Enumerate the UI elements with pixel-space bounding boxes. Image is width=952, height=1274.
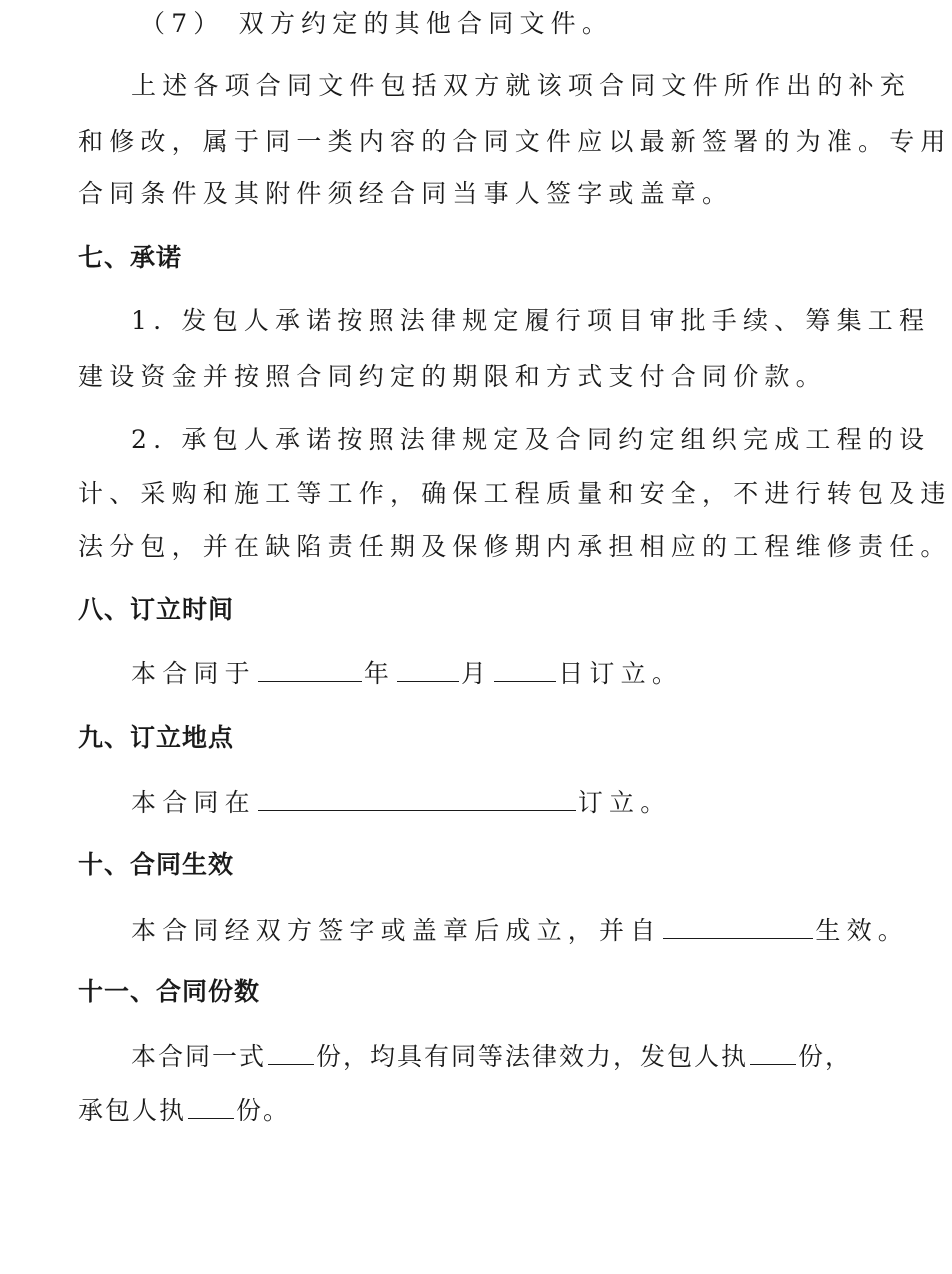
signing-place-prefix: 本合同在 bbox=[131, 788, 256, 817]
effect-line bbox=[131, 914, 909, 947]
section-11-title: 十一、合同份数 bbox=[78, 977, 261, 1006]
employer-copies-blank[interactable] bbox=[750, 1040, 796, 1065]
section-7-para-2-line-2: 计、采购和施工等工作，确保工程质量和安全，不进行转包及违 bbox=[78, 479, 952, 508]
supplement-paragraph-line-1: 上述各项合同文件包括双方就该项合同文件所作出的补充 bbox=[131, 71, 912, 100]
supplement-paragraph-line-2: 和修改，属于同一类内容的合同文件应以最新签署的为准。专用 bbox=[78, 127, 952, 156]
section-7-para-1-line-2: 建设资金并按照合同约定的期限和方式支付合同价款。 bbox=[78, 362, 827, 391]
copies-end: 份， bbox=[798, 1042, 853, 1071]
section-7-para-2-line-1: 2. 承包人承诺按照法律规定及合同约定组织完成工程的设 bbox=[131, 425, 931, 454]
signing-place-line bbox=[131, 786, 671, 819]
copies-middle: 份，均具有同等法律效力，发包人执 bbox=[316, 1042, 749, 1071]
signing-place-suffix: 订立。 bbox=[577, 788, 672, 817]
section-8-title: 八、订立时间 bbox=[78, 595, 235, 624]
contractor-copies-suffix: 份。 bbox=[236, 1096, 291, 1125]
total-copies-blank[interactable] bbox=[268, 1040, 314, 1065]
effect-prefix: 本合同经双方签字或盖章后成立，并自 bbox=[131, 916, 662, 945]
day-suffix: 日订立。 bbox=[558, 659, 684, 688]
month-label: 月 bbox=[461, 659, 493, 688]
contractor-copies-blank[interactable] bbox=[188, 1094, 234, 1119]
section-7-para-1-line-1: 1. 发包人承诺按照法律规定履行项目审批手续、筹集工程 bbox=[131, 306, 931, 335]
supplement-paragraph-line-3: 合同条件及其附件须经合同当事人签字或盖章。 bbox=[78, 179, 734, 208]
day-blank[interactable] bbox=[494, 657, 556, 682]
section-9-title: 九、订立地点 bbox=[78, 723, 235, 752]
effective-date-blank[interactable] bbox=[663, 914, 813, 939]
place-blank[interactable] bbox=[258, 786, 576, 811]
section-10-title: 十、合同生效 bbox=[78, 850, 235, 879]
item-7-line: （7） 双方约定的其他合同文件。 bbox=[140, 9, 614, 38]
year-label: 年 bbox=[363, 659, 396, 688]
effect-suffix: 生效。 bbox=[815, 916, 910, 945]
copies-line-2 bbox=[78, 1094, 290, 1127]
copies-prefix: 本合同一式 bbox=[131, 1042, 267, 1071]
copies-line-1 bbox=[131, 1040, 852, 1073]
contractor-copies-prefix: 承包人执 bbox=[78, 1096, 187, 1125]
signing-date-prefix: 本合同于 bbox=[131, 659, 256, 688]
section-7-para-2-line-3: 法分包，并在缺陷责任期及保修期内承担相应的工程维修责任。 bbox=[78, 532, 952, 561]
section-7-title: 七、承诺 bbox=[78, 243, 183, 272]
signing-date-line bbox=[131, 657, 683, 690]
year-blank[interactable] bbox=[258, 657, 362, 682]
month-blank[interactable] bbox=[397, 657, 459, 682]
